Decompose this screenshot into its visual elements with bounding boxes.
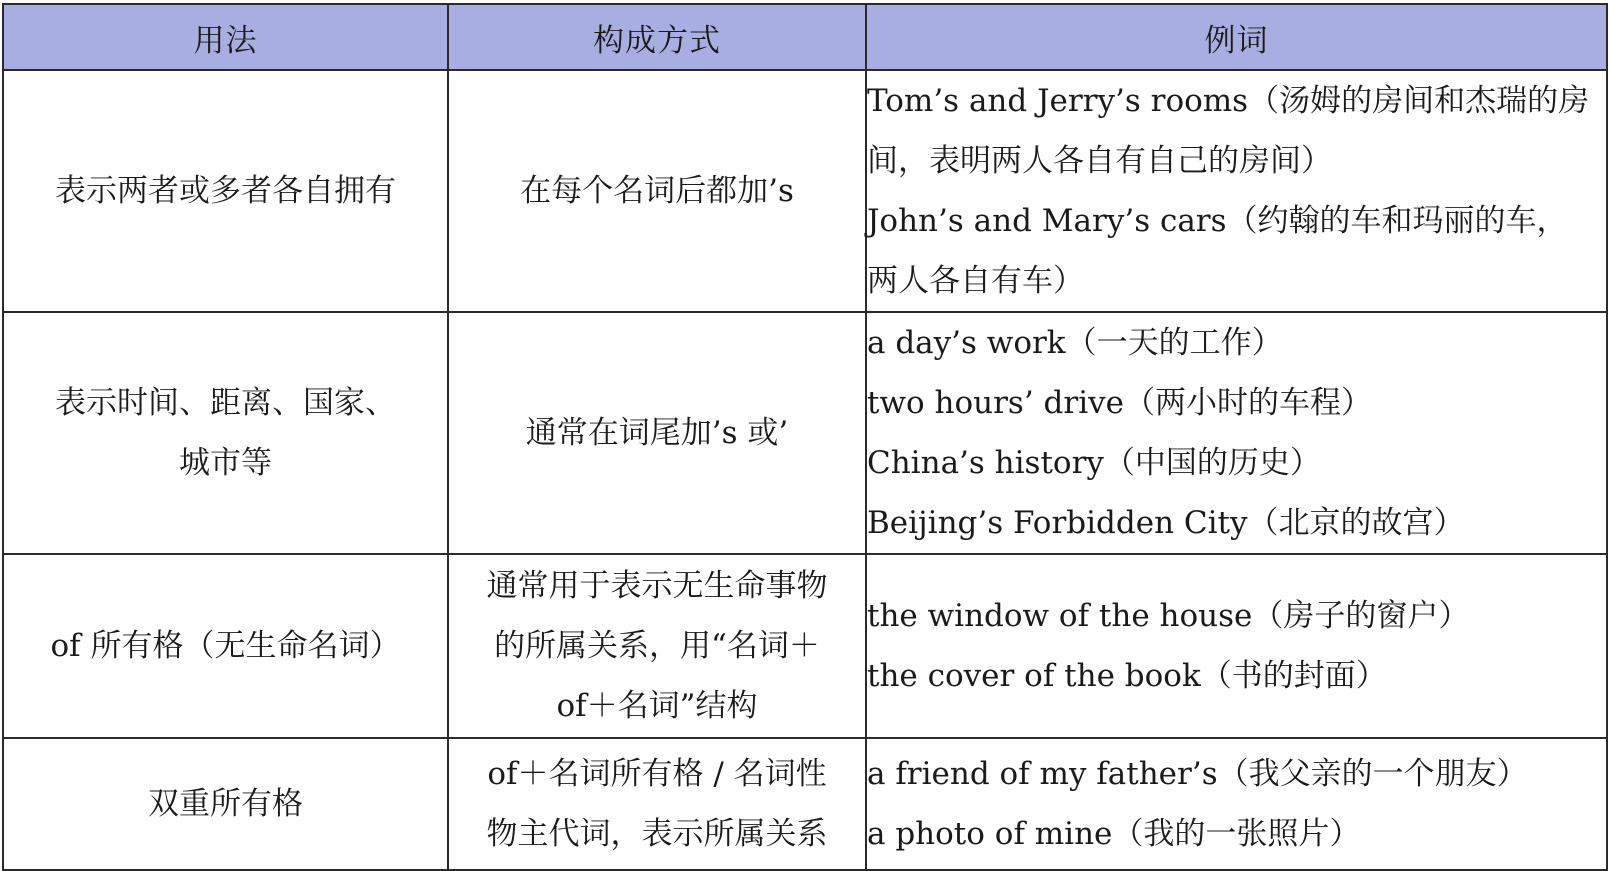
- usage-text: of 所有格（无生命名词）: [50, 628, 401, 664]
- example-text: a friend of my father’s（我父亲的一个朋友）: [867, 756, 1528, 792]
- formation-cell: [448, 70, 866, 312]
- table-row: [3, 738, 1607, 870]
- example-text: two hours’ drive（两小时的车程）: [867, 385, 1372, 421]
- usage-cell: [3, 554, 448, 738]
- usage-cell: [3, 312, 448, 554]
- formation-text: 通常用于表示无生命事物: [486, 568, 828, 604]
- example-text: 两人各自有车）: [867, 263, 1084, 299]
- formation-text: 在每个名词后都加’s: [520, 173, 794, 209]
- example-text: a photo of mine（我的一张照片）: [867, 816, 1361, 852]
- header-examples: 例词: [866, 4, 1607, 70]
- example-text: the cover of the book（书的封面）: [867, 658, 1387, 694]
- formation-cell: [448, 738, 866, 870]
- example-text: China’s history（中国的历史）: [867, 445, 1321, 481]
- header-usage: 用法: [3, 4, 448, 70]
- header-formation: 构成方式: [448, 4, 866, 70]
- table-row: [3, 554, 1607, 738]
- example-text: Beijing’s Forbidden City（北京的故宫）: [867, 505, 1465, 541]
- example-text: Tom’s and Jerry’s rooms（汤姆的房间和杰瑞的房: [867, 83, 1590, 119]
- header-row: [3, 4, 1607, 70]
- formation-text: 通常在词尾加’s 或’: [525, 415, 789, 451]
- usage-text: 表示两者或多者各自拥有: [55, 173, 396, 209]
- table-row: [3, 312, 1607, 554]
- usage-cell: [3, 70, 448, 312]
- formation-text: of＋名词”结构: [556, 688, 758, 724]
- examples-cell: [866, 554, 1607, 738]
- example-text: John’s and Mary’s cars（约翰的车和玛丽的车，: [867, 203, 1568, 239]
- formation-text: 的所属关系，用“名词＋: [494, 628, 820, 664]
- usage-text: 表示时间、距离、国家、: [55, 385, 396, 421]
- grammar-table: [2, 3, 1608, 871]
- formation-cell: [448, 554, 866, 738]
- example-text: a day’s work（一天的工作）: [867, 325, 1283, 361]
- examples-cell: [866, 70, 1607, 312]
- table-row: [3, 70, 1607, 312]
- formation-cell: [448, 312, 866, 554]
- examples-cell: [866, 312, 1607, 554]
- usage-text: 双重所有格: [148, 786, 303, 822]
- formation-text: 物主代词，表示所属关系: [486, 816, 828, 852]
- examples-cell: [866, 738, 1607, 870]
- example-text: 间，表明两人各自有自己的房间）: [867, 143, 1332, 179]
- usage-text: 城市等: [179, 445, 272, 481]
- usage-cell: [3, 738, 448, 870]
- example-text: the window of the house（房子的窗户）: [867, 598, 1470, 634]
- formation-text: of＋名词所有格 / 名词性: [487, 756, 827, 792]
